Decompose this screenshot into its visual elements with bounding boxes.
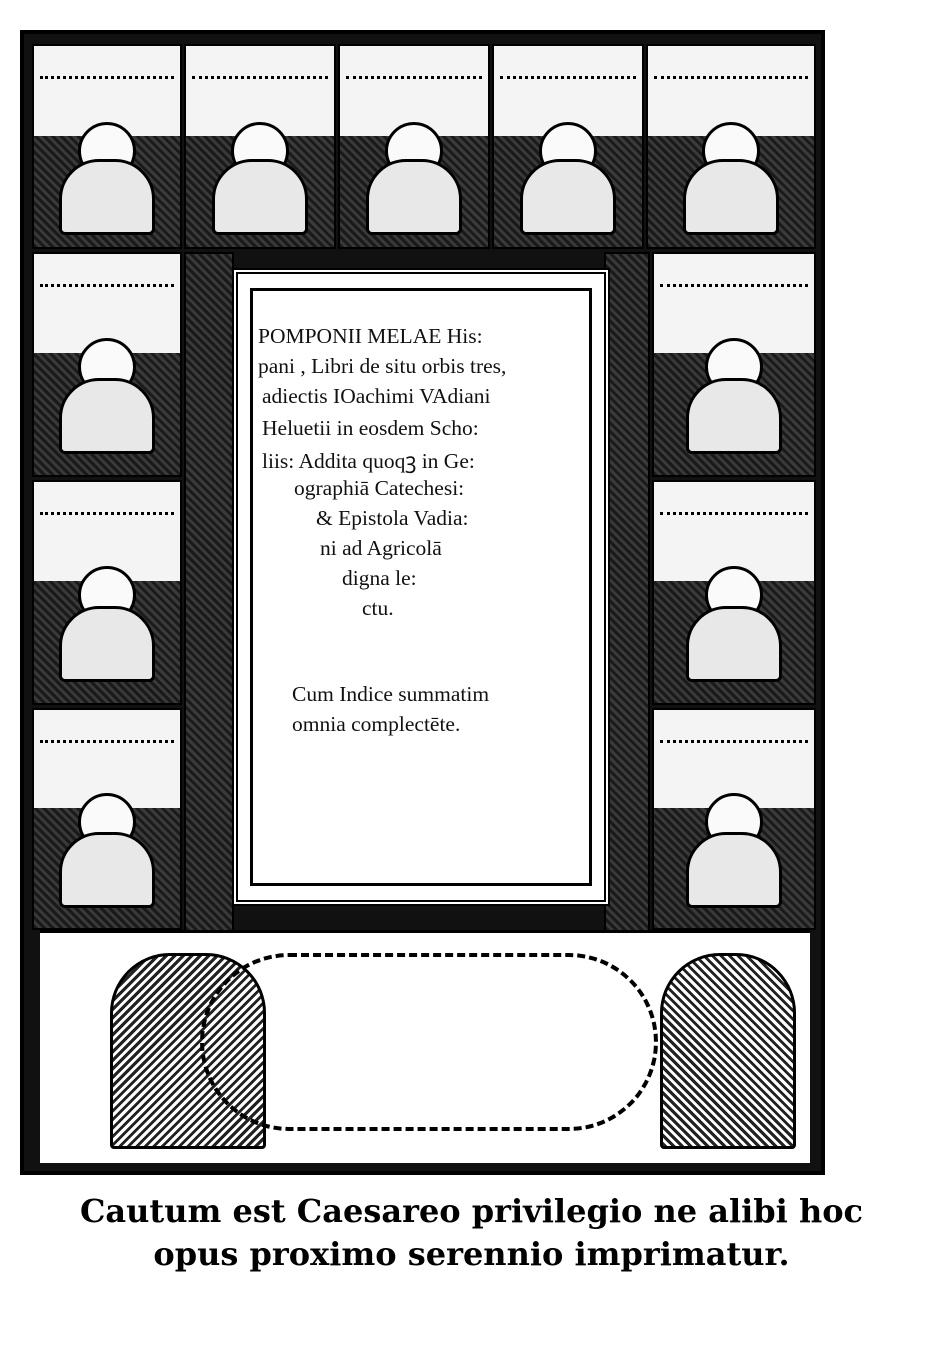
- title-line-10: ctu.: [362, 596, 394, 620]
- woodcut-panel-harpist: [338, 44, 490, 249]
- woodcut-panel-lute-player: [184, 44, 336, 249]
- title-line-7: & Epistola Vadia:: [316, 506, 469, 530]
- index-line-1: Cum Indice summatim: [292, 682, 490, 706]
- title-line-4: Heluetii in eosdem Scho:: [262, 416, 479, 440]
- title-line-3: adiectis IOachimi VAdiani: [262, 384, 491, 408]
- index-line-2: omnia complectēte.: [292, 712, 461, 736]
- title-line-6: ographiā Catechesi:: [294, 476, 465, 500]
- woodcut-column-right: [604, 252, 650, 932]
- woodcut-panel-bagpiper: [32, 480, 182, 705]
- imprint-line-1: Cautum est Caesareo privilegio ne alibi hoc: [79, 1192, 864, 1230]
- woodcut-panel-tambourine-player: [652, 480, 816, 705]
- woodcut-panel-flutist: [646, 44, 816, 249]
- imprint-line-2: opus proximo serennio imprimatur.: [153, 1235, 790, 1273]
- woodcut-winged-figure: [660, 953, 796, 1149]
- title-cartouche: [232, 268, 610, 906]
- title-line-9: digna le:: [342, 566, 417, 590]
- title-line-2: pani , Libri de situ orbis tres,: [258, 354, 507, 378]
- woodcut-panel-cymbal-player: [492, 44, 644, 249]
- woodcut-panel-psaltery-player: [32, 252, 182, 477]
- woodcut-panel-sword-bearer: [32, 708, 182, 930]
- woodcut-panel-trumpeter: [652, 252, 816, 477]
- title-line-5: liis: Addita quoqꝫ in Ge:: [262, 449, 475, 473]
- woodcut-panel-vine-satyr: [652, 708, 816, 930]
- title-line-8: ni ad Agricolā: [320, 536, 442, 560]
- title-line-1: POMPONII MELAE His:: [258, 324, 483, 348]
- woodcut-panel-violinist: [32, 44, 182, 249]
- woodcut-garland-ornament: [200, 953, 658, 1131]
- woodcut-column-left: [184, 252, 234, 932]
- woodcut-bottom-band: [40, 930, 810, 1163]
